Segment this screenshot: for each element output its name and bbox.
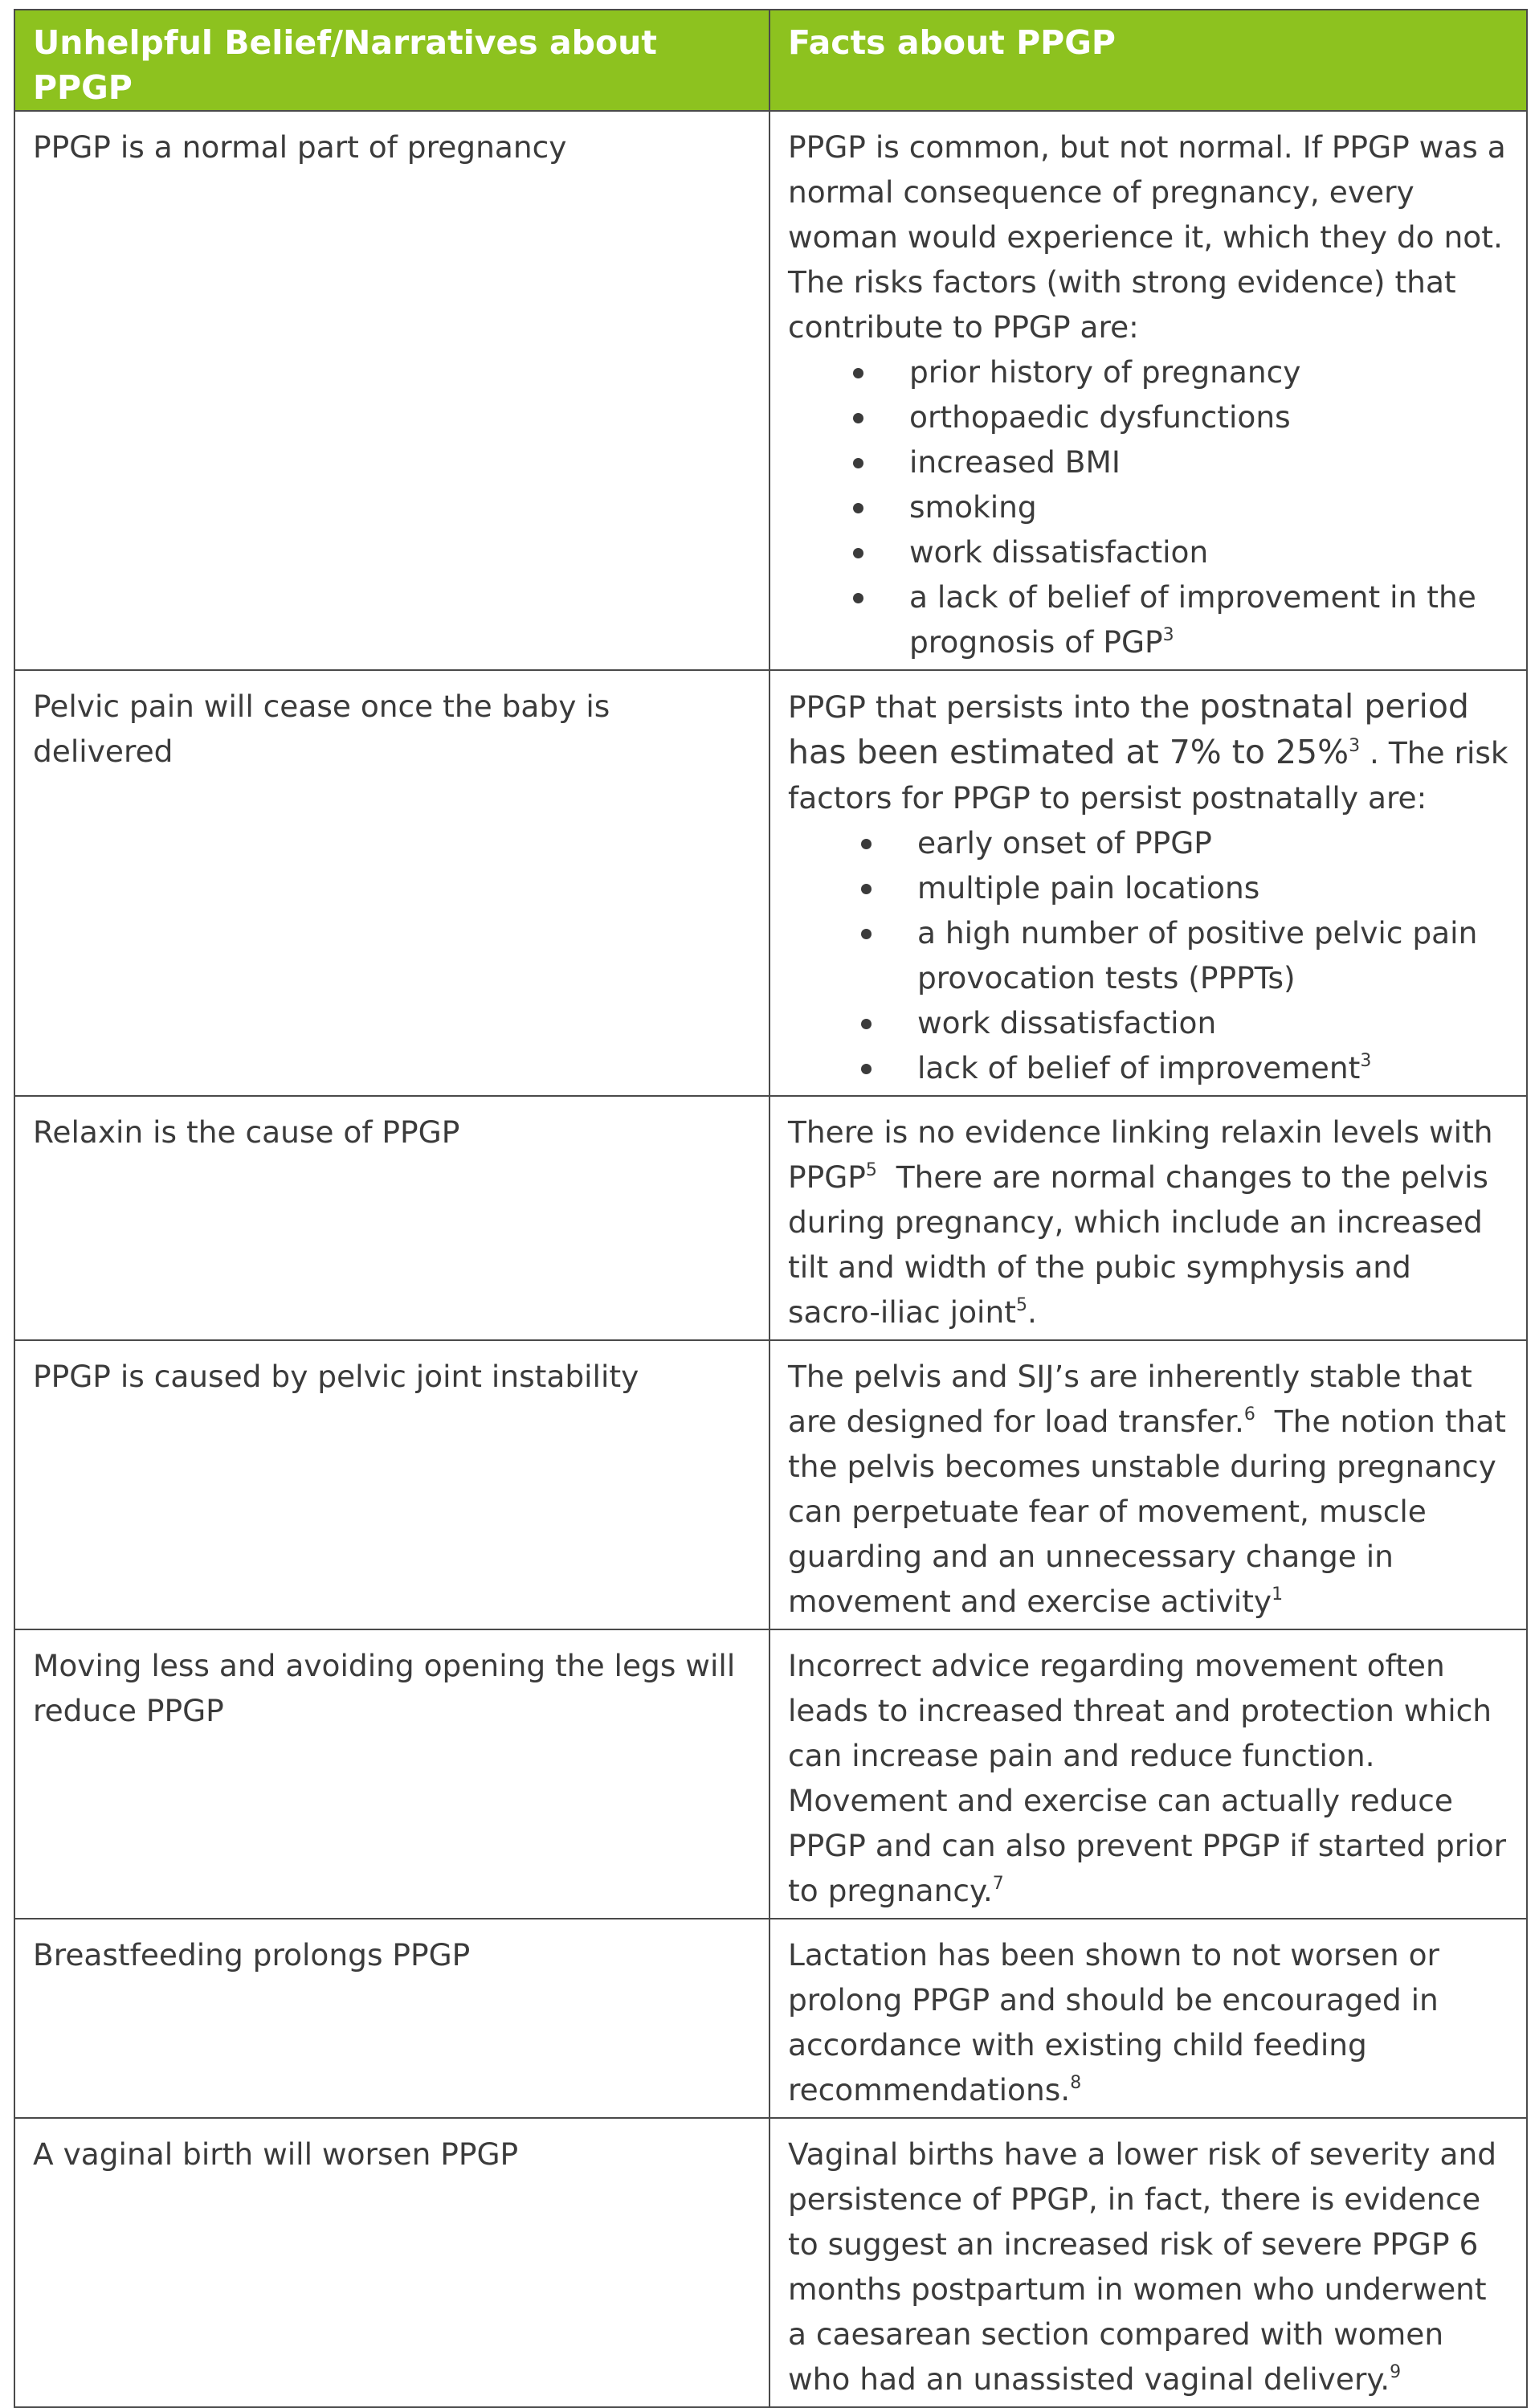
reference-number: 3 xyxy=(1162,624,1174,645)
fact-text xyxy=(788,1932,1508,2112)
belief-cell xyxy=(14,2118,770,2407)
belief-text: PPGP is a normal part of pregnancy xyxy=(33,129,567,165)
reference-number: 3 xyxy=(1349,735,1361,756)
fact-text-part: There is no evidence linking relaxin levels with PPGP xyxy=(788,1114,1493,1195)
belief-text: Pelvic pain will cease once the baby is delivered xyxy=(33,689,610,769)
belief-text: Breastfeeding prolongs PPGP xyxy=(33,1937,471,1973)
fact-cell xyxy=(770,2118,1527,2407)
belief-cell xyxy=(14,670,770,1096)
fact-text xyxy=(788,1354,1508,1624)
list-item: smoking xyxy=(846,484,1508,529)
table-row xyxy=(14,2118,1527,2407)
belief-text: Moving less and avoiding opening the legs will reduce PPGP xyxy=(33,1648,736,1728)
list-item xyxy=(846,574,1508,664)
fact-cell xyxy=(770,1340,1527,1629)
belief-cell xyxy=(14,1096,770,1340)
fact-text-part: There are normal changes to the pelvis during pregnancy, which include an increased tilt and width of the pubic symphysis and sacro-iliac joint xyxy=(788,1159,1488,1330)
table-row xyxy=(14,1096,1527,1340)
fact-text-part: Incorrect advice regarding movement often leads to increased threat and protection which can increase pain and reduce function. Movement and exercise can actually reduce PPGP and can also prevent PPGP if started prior to pregnancy. xyxy=(788,1648,1506,1908)
list-item: work dissatisfaction xyxy=(854,1000,1508,1045)
list-item xyxy=(854,1045,1508,1090)
fact-cell xyxy=(770,670,1527,1096)
reference-number: 5 xyxy=(865,1159,877,1180)
risk-factor-list xyxy=(788,820,1508,1090)
belief-cell xyxy=(14,111,770,670)
reference-number: 3 xyxy=(1360,1050,1372,1071)
reference-number: 9 xyxy=(1390,2361,1402,2382)
fact-cell xyxy=(770,1919,1527,2118)
belief-text: A vaginal birth will worsen PPGP xyxy=(33,2136,519,2172)
fact-cell xyxy=(770,1096,1527,1340)
fact-text xyxy=(788,2132,1508,2402)
belief-text: PPGP is caused by pelvic joint instability xyxy=(33,1359,639,1394)
fact-text xyxy=(788,1643,1508,1913)
list-item: increased BMI xyxy=(846,439,1508,484)
reference-number: 5 xyxy=(1015,1294,1027,1315)
fact-text-part: The notion that the pelvis becomes unstable during pregnancy can perpetuate fear of movement, muscle guarding and an unnecessary change in movement and exercise activity xyxy=(788,1404,1507,1619)
risk-factor-list xyxy=(788,350,1508,664)
list-item-text: a lack of belief of improvement in the prognosis of PGP xyxy=(909,579,1476,660)
fact-cell xyxy=(770,111,1527,670)
fact-text-part: . The risk factors for PPGP to persist postnatally are: xyxy=(788,735,1508,816)
reference-number: 6 xyxy=(1243,1404,1255,1425)
list-item-text: lack of belief of improvement xyxy=(917,1050,1361,1085)
table-row xyxy=(14,1340,1527,1629)
fact-text-part: . xyxy=(1027,1294,1037,1330)
table-row xyxy=(14,1629,1527,1919)
fact-text-part: Vaginal births have a lower risk of severity and persistence of PPGP, in fact, there is evidence to suggest an increased risk of severe PPGP 6 months postpartum in women who underwent a caesarean section compared with women who had an unassisted vaginal delivery. xyxy=(788,2136,1497,2397)
belief-cell xyxy=(14,1340,770,1629)
ppgp-beliefs-facts-table xyxy=(14,9,1528,2408)
fact-text: PPGP is common, but not normal. If PPGP was a normal consequence of pregnancy, every woman would experience it, which they do not. The risks factors (with strong evidence) that contribute to PPGP are: xyxy=(788,129,1506,345)
list-item: multiple pain locations xyxy=(854,865,1508,910)
belief-cell xyxy=(14,1919,770,2118)
list-item: orthopaedic dysfunctions xyxy=(846,395,1508,439)
table-row xyxy=(14,670,1527,1096)
table-row xyxy=(14,111,1527,670)
reference-number: 7 xyxy=(992,1873,1004,1894)
column-header-beliefs: Unhelpful Belief/Narratives about PPGP xyxy=(14,10,770,111)
fact-text-emphasis: postnatal period has been estimated at 7% to 25% xyxy=(788,687,1469,771)
list-item: work dissatisfaction xyxy=(846,529,1508,574)
table-header-row xyxy=(14,10,1527,111)
fact-text xyxy=(788,1110,1508,1335)
fact-text xyxy=(788,684,1508,820)
table-row xyxy=(14,1919,1527,2118)
fact-text-part: Lactation has been shown to not worsen or prolong PPGP and should be encouraged in accordance with existing child feeding recommendations. xyxy=(788,1937,1439,2108)
list-item: a high number of positive pelvic pain provocation tests (PPPTs) xyxy=(854,910,1508,1000)
fact-text-part: The pelvis and SIJ’s are inherently stable that are designed for load transfer. xyxy=(788,1359,1472,1439)
fact-text-part: PPGP that persists into the xyxy=(788,689,1190,725)
fact-cell xyxy=(770,1629,1527,1919)
belief-text: Relaxin is the cause of PPGP xyxy=(33,1114,460,1150)
list-item: prior history of pregnancy xyxy=(846,350,1508,395)
belief-cell xyxy=(14,1629,770,1919)
reference-number: 8 xyxy=(1070,2072,1082,2093)
list-item: early onset of PPGP xyxy=(854,820,1508,865)
reference-number: 1 xyxy=(1272,1584,1284,1605)
column-header-facts: Facts about PPGP xyxy=(770,10,1527,111)
